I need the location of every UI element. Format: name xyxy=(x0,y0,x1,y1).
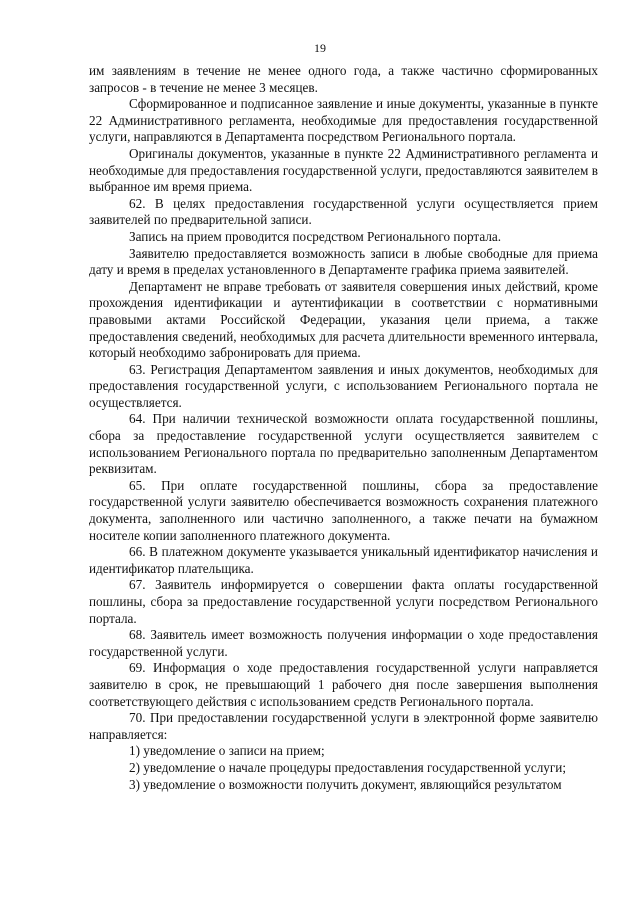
paragraph-62: 62. В целях предоставления государственной услуги осуществляется прием заявителей по предварительной записи. xyxy=(89,195,598,228)
list-item-2: 2) уведомление о начале процедуры предоставления государственной услуги; xyxy=(129,759,567,775)
paragraph-continuation: им заявлениям в течение не менее одного года, а также частично сформированных запросов - в течение не менее 3 месяцев. xyxy=(89,63,598,95)
paragraph-originals: Оригиналы документов, указанные в пункте 22 Административного регламента и необходимые для предоставления государственной услуги, предоставляются заявителем в выбранное им время приема. xyxy=(89,145,598,195)
paragraph-68: 68. Заявитель имеет возможность получения информации о ходе предоставления государственной услуги. xyxy=(89,627,598,659)
paragraph-64: 64. При наличии технической возможности оплата государственной пошлины, сбора за предоставление государственной услуги осуществляется заявителем с использованием Регионального портала по предварительно заполненным Департаментом реквизитам. xyxy=(89,411,598,477)
paragraph-submission: Сформированное и подписанное заявление и иные документы, указанные в пункте 22 Административного регламента, необходимые для предоставления государственной услуги, направляются в Департамента посредством Регионального портала. xyxy=(89,96,598,145)
paragraph-70: 70. При предоставлении государственной услуги в электронной форме заявителю направляется: xyxy=(89,710,598,742)
list-item-1: 1) уведомление о записи на прием; xyxy=(129,743,325,759)
paragraph-69: 69. Информация о ходе предоставления государственной услуги направляется заявителю в срок, не превышающий 1 рабочего дня после завершения выполнения соответствующего действия с использованием средств Регионального портала. xyxy=(89,660,598,709)
page-number: 19 xyxy=(314,41,326,55)
paragraph-67: 67. Заявитель информируется о совершении факта оплаты государственной пошлины, сбора за предоставление государственной услуги посредством Регионального портала. xyxy=(89,577,598,626)
list-item-3: 3) уведомление о возможности получить документ, являющийся результатом xyxy=(129,776,562,792)
paragraph-65: 65. При оплате государственной пошлины, сбора за предоставление государственной услуги заявителю обеспечивается возможность сохранения платежного документа, заполненного или частично заполненного, а также печати на бумажном носителе копии заполненного платежного документа. xyxy=(89,477,598,543)
paragraph-63: 63. Регистрация Департаментом заявления и иных документов, необходимых для предоставления государственной услуги, с использованием Регионального портала не осуществляется. xyxy=(89,361,598,410)
paragraph-department-restrictions: Департамент не вправе требовать от заявителя совершения иных действий, кроме прохождения идентификации и аутентификации в соответствии с нормативными правовыми актами Российской Федерации, указания цели приема, а также предоставления сведений, необходимых для расчета длительности временного интервала, который необходимо забронировать для приема. xyxy=(89,278,598,361)
paragraph-66: 66. В платежном документе указывается уникальный идентификатор начисления и идентификатор плательщика. xyxy=(89,544,598,576)
paragraph-appointment-portal: Запись на прием проводится посредством Регионального портала. xyxy=(129,228,502,244)
document-body xyxy=(89,63,598,793)
paragraph-appointment-slots: Заявителю предоставляется возможность записи в любые свободные для приема дату и время в пределах установленного в Департаменте графика приема заявителей. xyxy=(89,245,598,278)
